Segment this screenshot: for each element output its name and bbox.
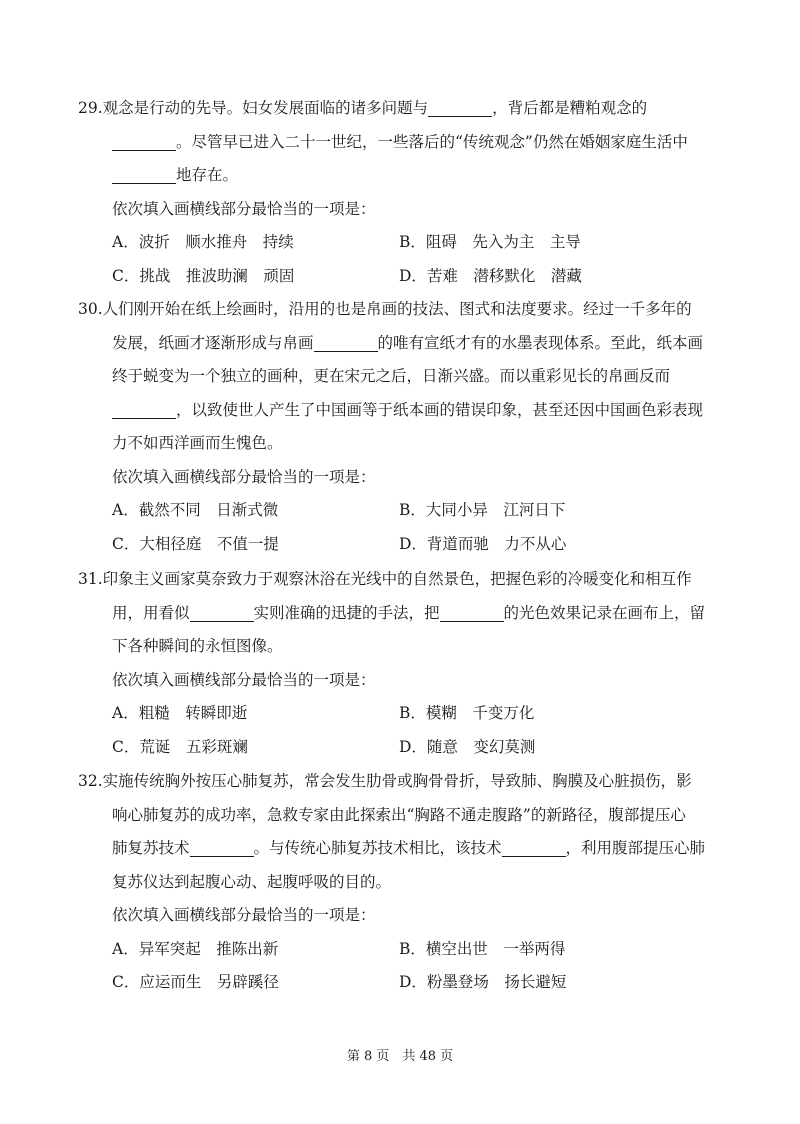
page-footer: 第 8 页 共 48 页 [346,1049,454,1064]
fill-blank [112,398,176,419]
question-prompt: 依次填入画横线部分最恰当的一项是： [112,467,376,486]
option-a[interactable]: A．波折 顺水推舟 持续 [112,233,294,251]
question-number: 29. [78,99,103,117]
option-b[interactable]: B．阻碍 先入为主 主导 [399,233,581,251]
question-line: 终于蜕变为一个独立的画种，更在宋元之后，日渐兴盛。而以重彩见长的帛画反而 [112,367,671,385]
option-c[interactable]: C．大相径庭 不值一提 [112,534,279,553]
fill-blank [112,130,176,151]
options-row [78,731,738,765]
fill-blank [314,331,378,352]
fill-blank [190,601,254,622]
fill-blank [190,836,254,857]
question-line: 下各种瞬间的永恒图像。 [112,637,283,655]
option-d[interactable]: D．背道而驰 力不从心 [399,534,567,553]
question-line: 肺复苏技术 。与传统心肺复苏技术相比，该技术 ，利用腹部提压心肺 [78,832,738,866]
option-d[interactable]: D．苦难 潜移默化 潜藏 [399,266,582,285]
option-b[interactable]: B．大同小异 江河日下 [399,501,566,519]
option-c[interactable]: C．挑战 推波助澜 顽固 [112,266,295,285]
question-line: 30.人们刚开始在纸上绘画时，沿用的也是帛画的技法、图式和法度要求。经过一千多年的 [78,300,692,318]
question-line: 用，用看似 实则准确的迅捷的手法，把 的光色效果记录在画布上，留 [78,597,738,631]
question-line: 力不如西洋画而生愧色。 [112,434,283,452]
options-row [78,494,738,528]
options-row [78,966,738,1000]
options-row [78,933,738,967]
question-30 [78,293,738,561]
question-31 [78,563,738,764]
option-b[interactable]: B．横空出世 一举两得 [399,939,566,958]
question-number: 32. [78,772,103,790]
options-row [78,226,738,260]
fill-blank [502,836,566,857]
question-line: 地存在。 [78,159,738,193]
fill-blank [112,163,176,184]
question-line: 29.观念是行动的先导。妇女发展面临的诸多问题与 ，背后都是糟粕观念的 [78,92,738,126]
option-c[interactable]: C．荒诞 五彩斑斓 [112,737,248,756]
option-a[interactable]: A．粗糙 转瞬即逝 [112,704,248,722]
option-d[interactable]: D．粉墨登场 扬长避短 [399,973,567,991]
question-line: 发展，纸画才逐渐形成与帛画 的唯有宣纸才有的水墨表现体系。至此，纸本画 [78,327,738,361]
question-prompt: 依次填入画横线部分最恰当的一项是： [112,670,376,689]
option-a[interactable]: A．异军突起 推陈出新 [112,939,279,958]
option-d[interactable]: D．随意 变幻莫测 [399,737,536,756]
question-prompt: 依次填入画横线部分最恰当的一项是： [112,906,376,924]
question-line: 。尽管早已进入二十一世纪，一些落后的“传统观念”仍然在婚姻家庭生活中 [78,126,738,160]
question-prompt: 依次填入画横线部分最恰当的一项是： [112,199,376,218]
options-row [78,528,738,562]
question-number: 30. [78,300,103,318]
option-a[interactable]: A．截然不同 日渐式微 [112,501,279,519]
question-line: 32.实施传统胸外按压心肺复苏，常会发生肋骨或胸骨骨折，导致肺、胸膜及心脏损伤，影 [78,772,692,790]
fill-blank [428,96,492,117]
option-c[interactable]: C．应运而生 另辟蹊径 [112,973,279,991]
fill-blank [440,601,504,622]
question-line: ，以致使世人产生了中国画等于纸本画的错误印象，甚至还因中国画色彩表现 [78,394,738,428]
question-line: 31.印象主义画家莫奈致力于观察沐浴在光线中的自然景色，把握色彩的冷暖变化和相互作 [78,570,692,588]
question-line: 复苏仪达到起腹心动、起腹呼吸的目的。 [112,872,392,891]
question-32 [78,765,738,1000]
options-row [78,260,738,294]
question-line: 响心肺复苏的成功率，急救专家由此探索出“胸路不通走腹路”的新路径，腹部提压心 [112,805,686,824]
options-row [78,697,738,731]
option-b[interactable]: B．模糊 千变万化 [399,704,535,722]
question-number: 31. [78,570,103,588]
question-29 [78,92,738,293]
